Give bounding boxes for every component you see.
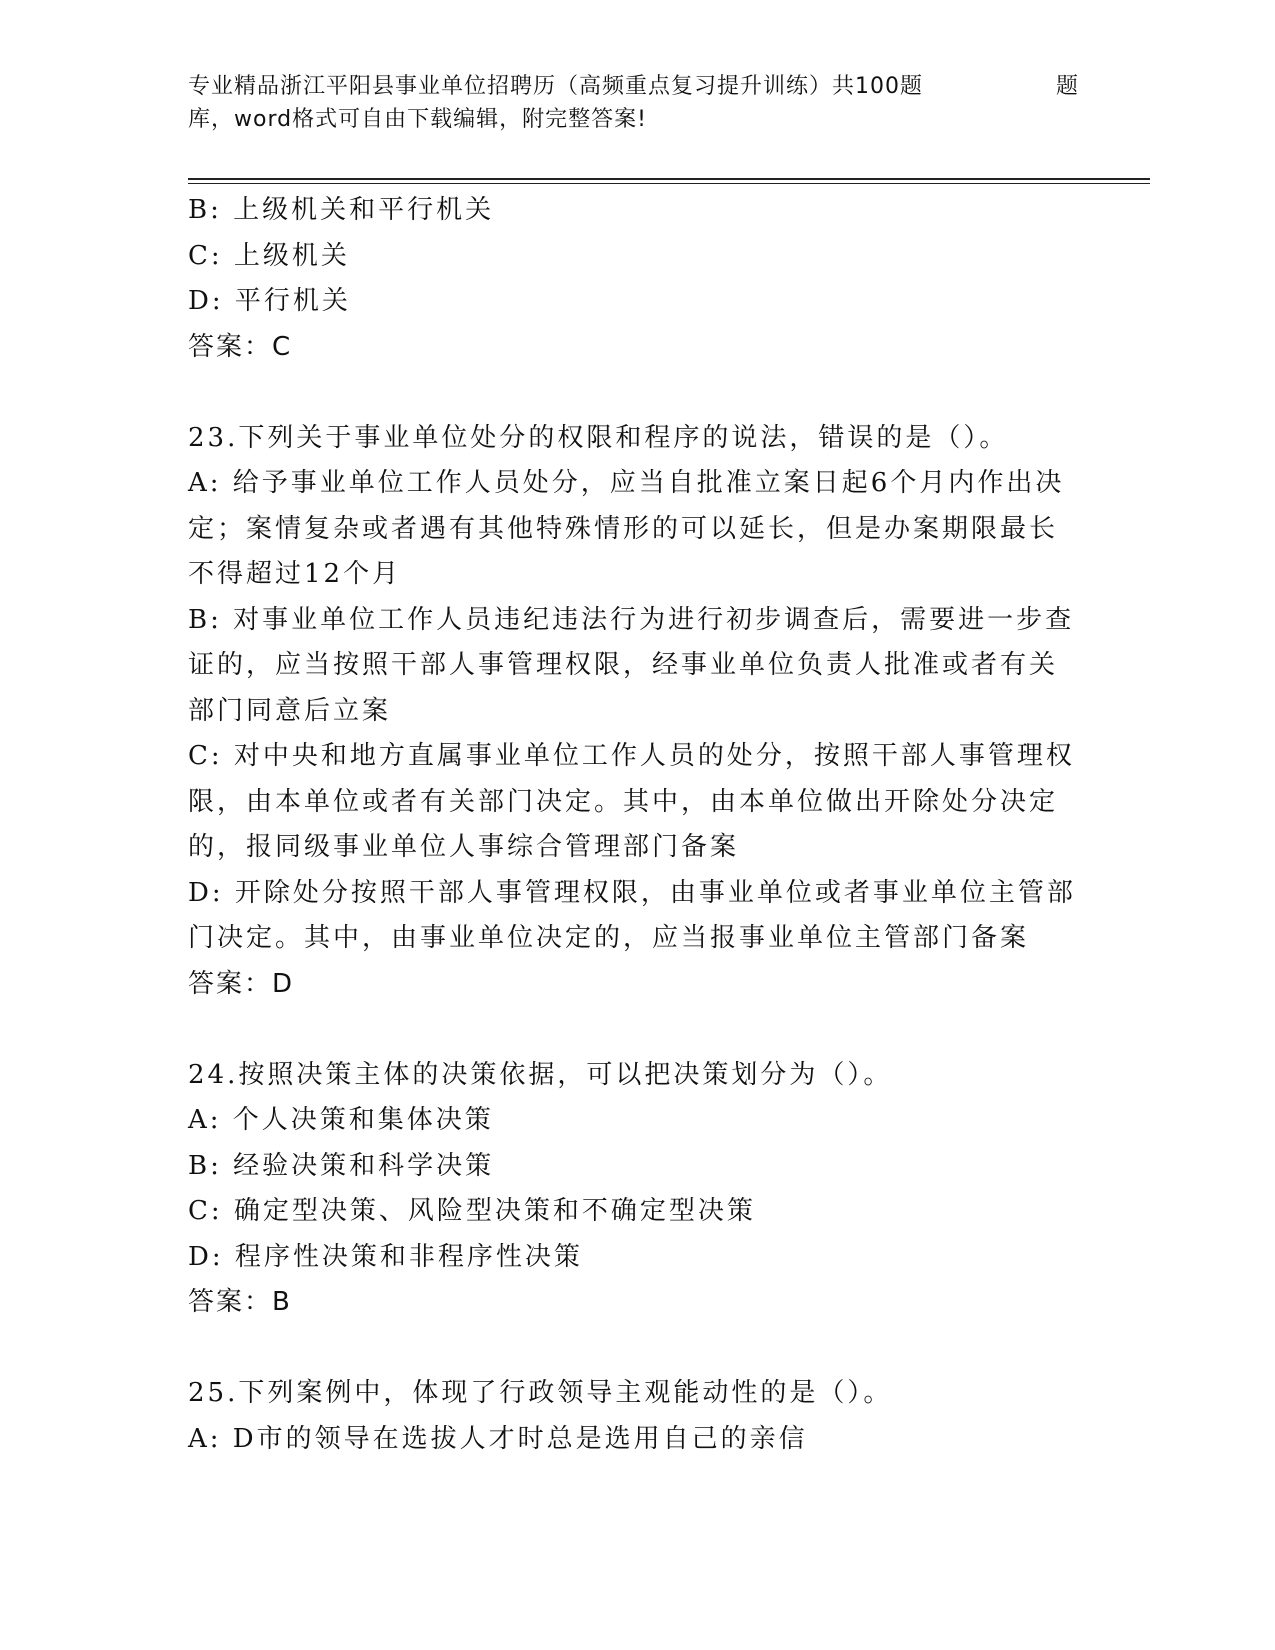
option-c: C: 上级机关 bbox=[188, 240, 350, 271]
header-line-1 bbox=[188, 70, 1088, 103]
option-d: D: 平行机关 bbox=[188, 286, 351, 316]
option-d-line: D: 开除处分按照干部人事管理权限，由事业单位或者事业单位主管部 bbox=[188, 877, 1076, 908]
answer: 答案：B bbox=[188, 1287, 292, 1317]
header-line-2: 库，word格式可自由下载编辑，附完整答案! bbox=[188, 107, 647, 132]
option-d: D: 程序性决策和非程序性决策 bbox=[188, 1241, 583, 1272]
question-22-tail bbox=[188, 188, 1088, 370]
page-header bbox=[188, 70, 1088, 136]
option-b-line: 证的，应当按照干部人事管理权限，经事业单位负责人批准或者有关 bbox=[188, 650, 1059, 680]
option-a-line: 定；案情复杂或者遇有其他特殊情形的可以延长，但是办案期限最长 bbox=[188, 513, 1059, 544]
spacer bbox=[188, 370, 1088, 416]
spacer bbox=[188, 1326, 1088, 1372]
document-body bbox=[188, 188, 1088, 1462]
option-c-line: 限，由本单位或者有关部门决定。其中，由本单位做出开除处分决定 bbox=[188, 786, 1059, 817]
answer: 答案：C bbox=[188, 331, 293, 362]
question-text: 23.下列关于事业单位处分的权限和程序的说法，错误的是（）。 bbox=[188, 422, 1009, 453]
question-25 bbox=[188, 1371, 1088, 1462]
option-a: A: D市的领导在选拔人才时总是选用自己的亲信 bbox=[188, 1423, 808, 1454]
option-b-line: 部门同意后立案 bbox=[188, 695, 392, 726]
option-a: A: 个人决策和集体决策 bbox=[188, 1105, 494, 1135]
option-c-line: C: 对中央和地方直属事业单位工作人员的处分，按照干部人事管理权 bbox=[188, 741, 1075, 771]
header-divider-thin bbox=[188, 183, 1150, 184]
option-c-line: 的，报同级事业单位人事综合管理部门备案 bbox=[188, 832, 740, 862]
option-d-line: 门决定。其中，由事业单位决定的，应当报事业单位主管部门备案 bbox=[188, 923, 1030, 953]
option-b: B: 上级机关和平行机关 bbox=[188, 195, 495, 225]
header-title-tail: 题 bbox=[1056, 74, 1080, 99]
question-24 bbox=[188, 1053, 1088, 1326]
option-a-line: 不得超过12个月 bbox=[188, 559, 402, 589]
header-title: 专业精品浙江平阳县事业单位招聘历（高频重点复习提升训练）共100题 bbox=[188, 74, 923, 99]
question-23 bbox=[188, 416, 1088, 1008]
option-b: B: 经验决策和科学决策 bbox=[188, 1150, 495, 1181]
answer: 答案：D bbox=[188, 968, 295, 999]
spacer bbox=[188, 1007, 1088, 1053]
option-b-line: B: 对事业单位工作人员违纪违法行为进行初步调查后，需要进一步查 bbox=[188, 604, 1075, 635]
option-c: C: 确定型决策、风险型决策和不确定型决策 bbox=[188, 1196, 756, 1226]
question-text: 24.按照决策主体的决策依据，可以把决策划分为（）。 bbox=[188, 1059, 893, 1090]
question-text: 25.下列案例中，体现了行政领导主观能动性的是（）。 bbox=[188, 1378, 893, 1408]
header-divider-thick bbox=[188, 178, 1150, 180]
option-a-line: A: 给予事业单位工作人员处分，应当自批准立案日起6个月内作出决 bbox=[188, 468, 1065, 498]
